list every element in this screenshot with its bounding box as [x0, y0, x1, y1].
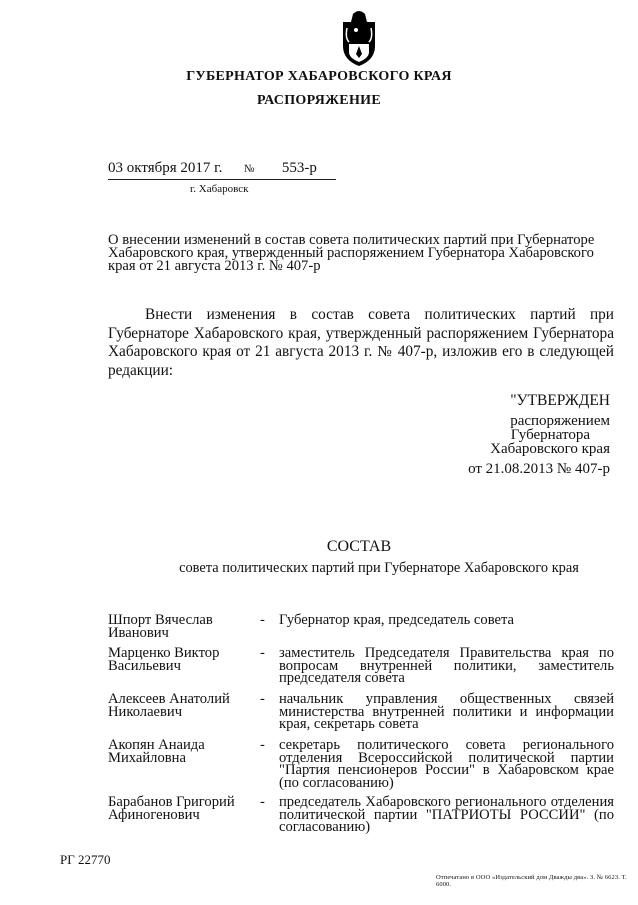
- approval-line-4: от 21.08.2013 № 407-р: [468, 461, 610, 477]
- member-name-line-1: Алексеев Анатолий: [108, 691, 230, 707]
- member-dash: -: [260, 691, 265, 707]
- composition-subtitle: совета политических партий при Губернаторе Хабаровского края: [179, 560, 579, 576]
- city-label: г. Хабаровск: [190, 183, 249, 195]
- member-name-line-2: Афиногенович: [108, 806, 200, 823]
- date-underline: [108, 179, 336, 180]
- approval-title: "УТВЕРЖДЕН: [510, 392, 610, 409]
- approval-line-3: Хабаровского края: [490, 441, 610, 457]
- printer-imprint: Отпечатано в ООО «Издательский дом Дважды два». З. № 6623. Т. 6000.: [436, 874, 627, 888]
- document-subject: О внесении изменений в состав совета политических партий при Губернаторе Хабаровского края, утвержденный распоряжением Губернатора Хабаровского края от 21 августа 2013 г. № 407-р: [108, 232, 595, 274]
- member-name-line-1: Шпорт Вячеслав: [108, 612, 213, 628]
- approval-line-2: Губернатора: [510, 427, 590, 443]
- coat-of-arms-emblem: [335, 8, 383, 68]
- member-name-line-2: Николаевич: [108, 703, 183, 720]
- issuer-title: ГУБЕРНАТОР ХАБАРОВСКОГО КРАЯ: [186, 69, 452, 84]
- member-dash: -: [260, 737, 265, 753]
- document-type: РАСПОРЯЖЕНИЕ: [257, 93, 381, 108]
- member-dash: -: [260, 612, 265, 628]
- member-name: [108, 647, 258, 672]
- approval-block: [460, 394, 610, 476]
- document-body: Внести изменения в состав совета политических партий при Губернаторе Хабаровского края, утвержденный распоряжением Губернатора Хабаровского края от 21 августа 2013 г. № 407-р, изложив его в следующей редакции:: [108, 306, 614, 379]
- member-name: [108, 614, 258, 639]
- document-date: 03 октября 2017 г.: [108, 160, 223, 176]
- member-name-line-1: Марценко Виктор: [108, 645, 220, 661]
- member-name-line-1: Акопян Анаида: [108, 737, 205, 753]
- number-label: №: [243, 163, 255, 175]
- member-role: председатель Хабаровского регионального отделения политической партии "ПАТРИОТЫ РОССИИ" (по согласованию): [279, 794, 614, 835]
- registry-code: РГ 22770: [60, 852, 111, 867]
- member-name-line-2: Михайловна: [108, 749, 186, 766]
- member-role: начальник управления общественных связей министерства внутренней политики и информации края, секретарь совета: [279, 691, 614, 732]
- document-date-number: [108, 160, 317, 177]
- member-name: [108, 796, 258, 821]
- member-name-line-1: Барабанов Григорий: [108, 794, 235, 810]
- composition-title: СОСТАВ: [326, 538, 392, 555]
- member-dash: -: [260, 794, 265, 810]
- document-number: 553-р: [281, 160, 317, 176]
- member-role: секретарь политического совета регионального отделения Всероссийской политической партии "Партия пенсионеров России" в Хабаровском крае (по согласованию): [279, 737, 614, 791]
- member-dash: -: [260, 645, 265, 661]
- member-name-line-2: Иванович: [108, 624, 169, 641]
- member-role: заместитель Председателя Правительства края по вопросам внутренней политики, заместитель председателя совета: [279, 645, 614, 686]
- member-name-line-2: Васильевич: [108, 657, 181, 674]
- member-name: [108, 693, 258, 718]
- member-role: Губернатор края, председатель совета: [279, 612, 515, 628]
- approval-line-1: распоряжением: [510, 413, 610, 429]
- member-name: [108, 739, 258, 764]
